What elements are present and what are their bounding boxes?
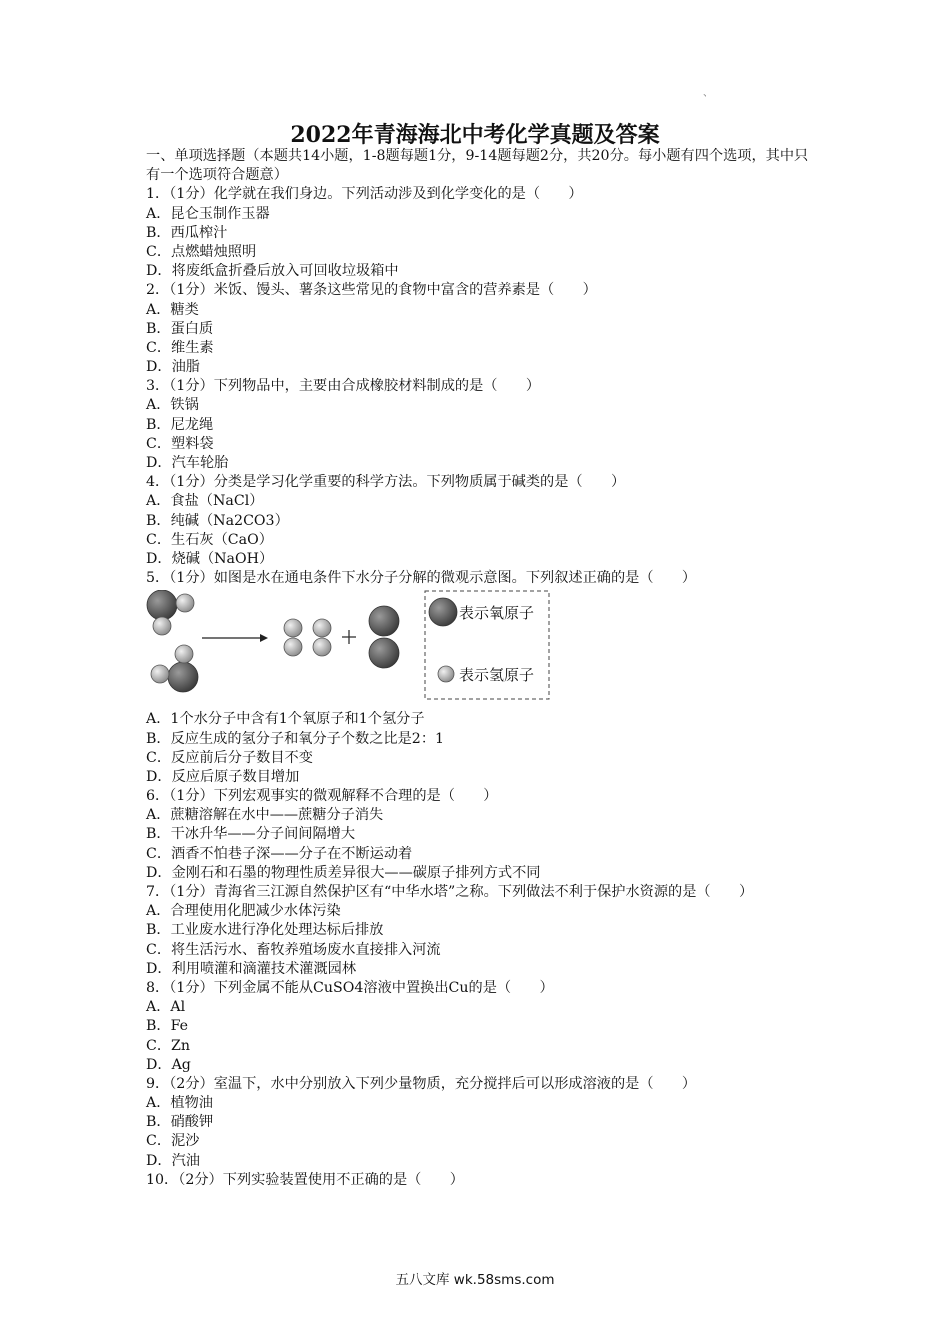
oxygen-molecule: [369, 606, 399, 668]
question-stem: 2．（1分）米饭、馒头、薯条这些常见的食物中富含的营养素是（ ）: [146, 282, 597, 299]
question-stem: 3．（1分）下列物品中，主要由合成橡胶材料制成的是（ ）: [146, 378, 541, 395]
hydrogen-atom: [284, 638, 302, 656]
hydrogen-atom: [284, 619, 302, 637]
molecule-diagram-svg: [146, 590, 566, 708]
page-title: 2022年青海海北中考化学真题及答案: [290, 122, 660, 148]
water-molecule: [147, 590, 194, 635]
question-stem: 8．（1分）下列金属不能从CuSO4溶液中置换出Cu的是（ ）: [146, 979, 554, 996]
option: A．昆仑玉制作玉器: [146, 205, 270, 222]
option: B．反应生成的氢分子和氧分子个数之比是2：1: [146, 730, 445, 747]
option: B．西瓜榨汁: [146, 224, 228, 241]
question-list: [146, 147, 816, 1190]
oxygen-atom: [168, 662, 198, 692]
legend-oxygen-atom: [429, 598, 457, 626]
option: A．蔗糖溶解在水中——蔗糖分子消失: [146, 807, 384, 824]
hydrogen-atom: [313, 638, 331, 656]
water-molecule: [151, 645, 198, 692]
footer-watermark: 五八文库 wk.58sms.com: [395, 1272, 555, 1288]
question-stem: 9．（2分）室温下，水中分别放入下列少量物质，充分搅拌后可以形成溶液的是（ ）: [146, 1075, 697, 1092]
oxygen-atom: [369, 638, 399, 668]
hydrogen-molecule: [284, 619, 302, 656]
option: C．点燃蜡烛照明: [146, 243, 257, 260]
option: A．食盐（NaCl）: [146, 493, 264, 510]
option: C．塑料袋: [146, 435, 214, 452]
question-stem: 1．（1分）化学就在我们身边。下列活动涉及到化学变化的是（ ）: [146, 186, 583, 203]
option: A．糖类: [146, 301, 199, 318]
option: C．生石灰（CaO）: [146, 531, 273, 548]
top-mark: 、: [703, 88, 713, 99]
hydrogen-molecule: [313, 619, 331, 656]
option: D．Ag: [146, 1056, 191, 1073]
option: C．酒香不怕巷子深——分子在不断运动着: [146, 845, 413, 862]
option: D．将废纸盒折叠后放入可回收垃圾箱中: [146, 263, 399, 280]
water-electrolysis-diagram: [146, 590, 566, 708]
question-stem: 7．（1分）青海省三江源自然保护区有“中华水塔”之称。下列做法不利于保护水资源的是（ ）: [146, 884, 754, 901]
option: D．汽车轮胎: [146, 455, 229, 472]
option: D．金刚石和石墨的物理性质差异很大——碳原子排列方式不同: [146, 864, 541, 881]
option: D．利用喷灌和滴灌技术灌溉园林: [146, 960, 357, 977]
option: A．1个水分子中含有1个氧原子和1个氢分子: [146, 711, 425, 728]
option: B．干冰升华——分子间间隔增大: [146, 826, 356, 843]
hydrogen-atom: [151, 665, 169, 683]
option: A．合理使用化肥减少水体污染: [146, 903, 341, 920]
option: B．Fe: [146, 1018, 189, 1035]
question-stem: 6．（1分）下列宏观事实的微观解释不合理的是（ ）: [146, 788, 498, 805]
section-heading: 一、单项选择题（本题共14小题，1-8题每题1分，9-14题每题2分，共20分。每小题有四个选项，其中只有一个选项符合题意）: [146, 148, 809, 184]
option: D．烧碱（NaOH）: [146, 550, 274, 567]
hydrogen-atom: [175, 645, 193, 663]
option: C．泥沙: [146, 1133, 200, 1150]
option: B．工业废水进行净化处理达标后排放: [146, 922, 384, 939]
option: D．油脂: [146, 359, 200, 376]
hydrogen-atom: [153, 617, 171, 635]
option: D．汽油: [146, 1152, 200, 1169]
option: A．植物油: [146, 1095, 213, 1112]
option: A．Al: [146, 999, 186, 1016]
hydrogen-atom: [313, 619, 331, 637]
option: B．硝酸钾: [146, 1114, 214, 1131]
legend-oxygen-label: 表示氧原子: [459, 604, 535, 623]
question-stem: 5．（1分）如图是水在通电条件下水分子分解的微观示意图。下列叙述正确的是（ ）: [146, 570, 697, 587]
legend-box: [425, 591, 549, 699]
legend-hydrogen-atom: [438, 666, 454, 682]
option: C．反应前后分子数目不变: [146, 749, 313, 766]
hydrogen-atom: [176, 594, 194, 612]
option: A．铁锅: [146, 397, 199, 414]
reaction-arrow: [202, 634, 268, 642]
legend-hydrogen-label: 表示氢原子: [459, 666, 535, 685]
question-stem: 4．（1分）分类是学习化学重要的科学方法。下列物质属于碱类的是（ ）: [146, 474, 626, 491]
option: B．纯碱（Na2CO3）: [146, 512, 289, 529]
oxygen-atom: [147, 590, 177, 620]
oxygen-atom: [369, 606, 399, 636]
option: C．Zn: [146, 1037, 191, 1054]
option: B．尼龙绳: [146, 416, 214, 433]
option: C．将生活污水、畜牧养殖场废水直接排入河流: [146, 941, 441, 958]
plus-sign: [342, 630, 356, 644]
option: D．反应后原子数目增加: [146, 768, 300, 785]
option: B．蛋白质: [146, 320, 214, 337]
question-stem: 10．（2分）下列实验装置使用不正确的是（ ）: [146, 1171, 464, 1188]
option: C．维生素: [146, 339, 214, 356]
